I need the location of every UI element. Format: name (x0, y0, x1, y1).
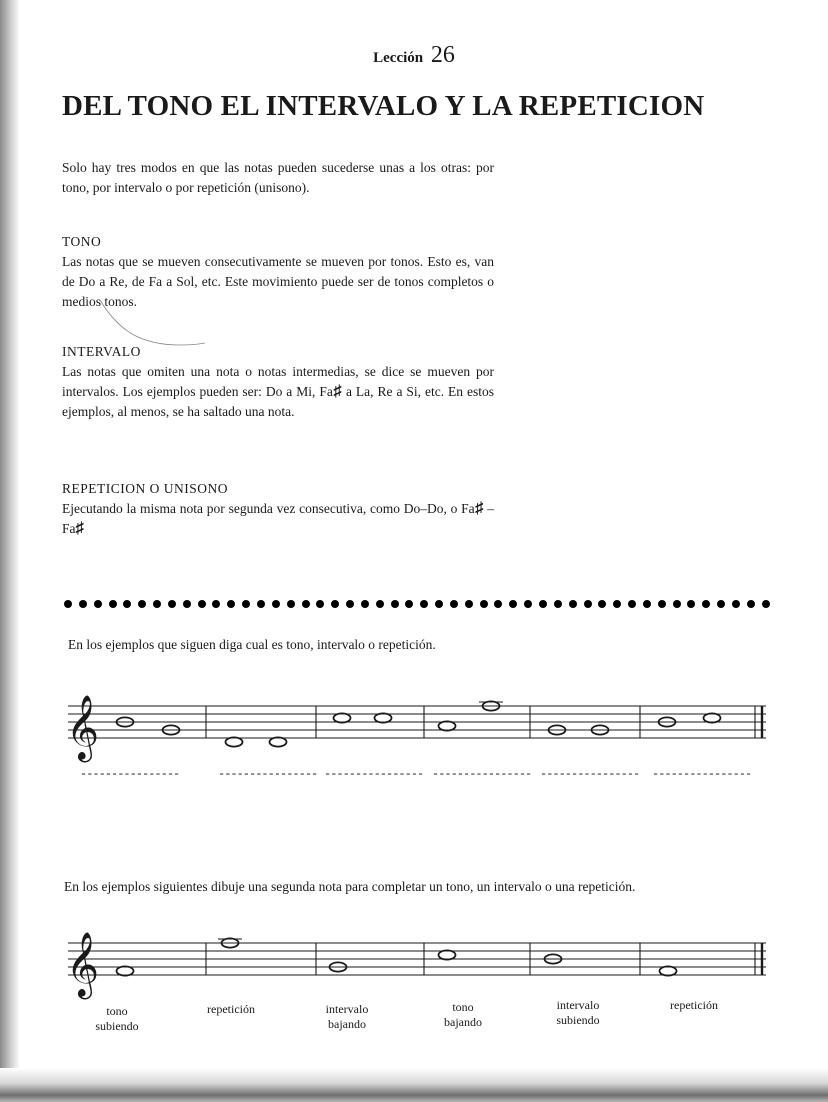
answer-blank[interactable]: ---------------- (80, 767, 180, 781)
separator-dot (183, 600, 191, 608)
separator-dot (153, 600, 161, 608)
separator-dot (79, 600, 87, 608)
separator-dot (331, 600, 339, 608)
separator-dot (569, 600, 577, 608)
answer-blank[interactable]: ---------------- (432, 767, 532, 781)
exercise2-staff (0, 925, 828, 1000)
separator-dot (732, 600, 740, 608)
exercise2-label (523, 998, 633, 1028)
separator-dot (480, 600, 488, 608)
sharp-icon: ♯ (75, 520, 84, 537)
label-line: tono (106, 1004, 128, 1018)
separator-dot (658, 600, 666, 608)
label-line: tono (452, 1000, 474, 1014)
label-line: bajando (328, 1017, 366, 1031)
label-line: bajando (444, 1015, 482, 1029)
exercise2-label (639, 998, 749, 1013)
separator-dot (391, 600, 399, 608)
label-line: intervalo (325, 1002, 369, 1016)
treble-clef-icon: 𝄞 (66, 932, 100, 997)
separator-dot (227, 600, 235, 608)
lesson-number: 26 (430, 42, 455, 68)
notes-group (117, 701, 721, 746)
separator-dot (138, 600, 146, 608)
separator-dot (376, 600, 384, 608)
separator-dot (168, 600, 176, 608)
separator-dot (613, 600, 621, 608)
label-line: subiendo (95, 1019, 139, 1033)
separator-dot (435, 600, 443, 608)
separator-dot (316, 600, 324, 608)
whole-note (270, 737, 287, 746)
section-body: Las notas que se mueven consecutivamente se mueven por tonos. Esto es, van de Do a Re, de Fa a Sol, etc. Este movimiento puede ser de tonos completos o medios tonos. (62, 254, 494, 309)
separator-dot (598, 600, 606, 608)
exercise1-instruction: En los ejemplos que siguen diga cual es tono, intervalo o repetición. (68, 637, 436, 652)
exercise2-label (292, 1002, 402, 1032)
separator-dot (242, 600, 250, 608)
lesson-label: Lección (373, 50, 424, 66)
section-body-part2: a La, Re a Si, etc. En estos ejemplos, al menos, se ha saltado una nota. (62, 384, 494, 419)
separator-dot (405, 600, 413, 608)
separator-dot (494, 600, 502, 608)
page-title: DEL TONO EL INTERVALO Y LA REPETICION (62, 90, 705, 122)
separator-dot (287, 600, 295, 608)
separator-dot (673, 600, 681, 608)
section-heading: TONO (62, 234, 102, 249)
page-bottom-shadow (0, 1068, 828, 1102)
label-line: subiendo (556, 1013, 600, 1027)
separator-dot (198, 600, 206, 608)
exercise2-label (408, 1000, 518, 1030)
separator-dot (420, 600, 428, 608)
separator-dot (272, 600, 280, 608)
separator-dot (539, 600, 547, 608)
treble-clef-icon: 𝄞 (66, 695, 100, 760)
separator-dot (509, 600, 517, 608)
separator-dot (702, 600, 710, 608)
whole-note (660, 966, 677, 975)
whole-note (375, 713, 392, 722)
sharp-icon: ♯ (332, 383, 343, 400)
separator-dot (346, 600, 354, 608)
answer-blank[interactable]: ---------------- (218, 767, 318, 781)
separator-dot (717, 600, 725, 608)
separator-dot (257, 600, 265, 608)
answer-blank[interactable]: ---------------- (324, 767, 424, 781)
intro-paragraph: Solo hay tres modos en que las notas pueden sucederse unas a los otras: por tono, por intervalo o por repetición (unisono). (62, 160, 494, 195)
answer-blank[interactable]: ---------------- (540, 767, 640, 781)
separator-dot (643, 600, 651, 608)
separator-dot (747, 600, 755, 608)
separator-dot (628, 600, 636, 608)
separator-dot (465, 600, 473, 608)
exercise2-label (176, 1002, 286, 1017)
separator-dot (94, 600, 102, 608)
separator-dot (450, 600, 458, 608)
separator-dot (524, 600, 532, 608)
label-line: repetición (207, 1002, 255, 1016)
separator-dot (762, 600, 770, 608)
separator-dot (361, 600, 369, 608)
exercise2-instruction: En los ejemplos siguientes dibuje una segunda nota para completar un tono, un intervalo o una repetición. (64, 879, 636, 894)
separator-dot (64, 600, 72, 608)
whole-note (117, 966, 134, 975)
separator-dot (584, 600, 592, 608)
exercise1-staff (0, 680, 828, 790)
section-heading: INTERVALO (62, 344, 141, 359)
section-body-part1: Ejecutando la misma nota por segunda vez consecutiva, como Do–Do, o Fa (62, 501, 475, 516)
separator-dot (123, 600, 131, 608)
section-body-part1: Las notas que omiten una nota o notas intermedias, se dice se mueven por intervalos. Los ejemplos pueden ser: Do a Mi, Fa (62, 364, 494, 399)
whole-note (439, 721, 456, 730)
label-line: repetición (670, 998, 718, 1012)
separator-dot (109, 600, 117, 608)
whole-note (226, 737, 243, 746)
separator-dot (212, 600, 220, 608)
separator-dot (302, 600, 310, 608)
section-body-part2: –Fa (62, 501, 495, 536)
label-line: intervalo (556, 998, 600, 1012)
section-heading: REPETICION O UNISONO (62, 481, 228, 496)
separator-dot (687, 600, 695, 608)
whole-note (439, 950, 456, 959)
dotted-separator (64, 597, 770, 611)
sharp-icon: ♯ (474, 500, 484, 517)
separator-dot (554, 600, 562, 608)
exercise2-label (62, 1004, 172, 1034)
whole-note (334, 713, 351, 722)
whole-note (704, 713, 721, 722)
answer-blank[interactable]: ---------------- (652, 767, 752, 781)
